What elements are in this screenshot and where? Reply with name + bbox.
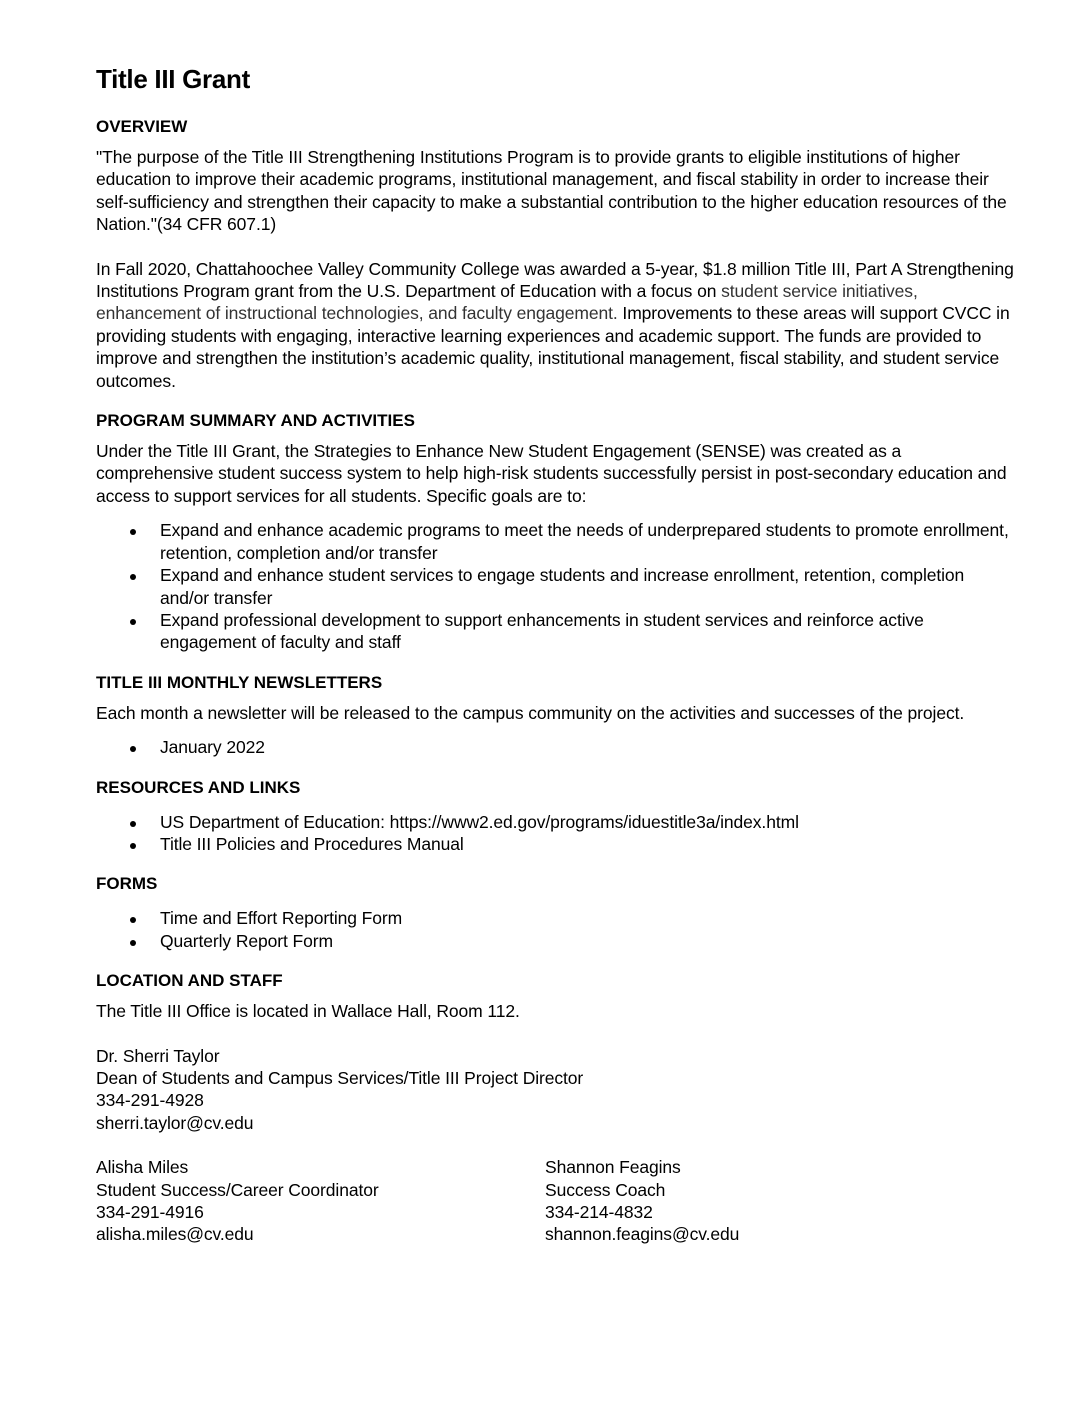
resource-link-policies-manual[interactable]: Title III Policies and Procedures Manual [96,833,1016,855]
staff-contact-alisha-miles [96,1156,545,1246]
office-location: The Title III Office is located in Wallace Hall, Room 112. [96,1001,520,1022]
resource-link-us-department-of-education[interactable]: US Department of Education: https://www2.ed.gov/programs/iduestitle3a/index.html [96,811,1016,833]
overview-heading: OVERVIEW [96,117,188,136]
director-role: Dean of Students and Campus Services/Title III Project Director [96,1067,584,1088]
resources-heading: RESOURCES AND LINKS [96,777,301,797]
document-page [96,60,1016,1246]
staff-name: Alisha Miles [96,1157,189,1178]
staff-email[interactable]: alisha.miles@cv.edu [96,1224,254,1245]
director-email[interactable]: sherri.taylor@cv.edu [96,1112,254,1133]
resources-list [96,811,1016,856]
list-item: Expand and enhance academic programs to meet the needs of underprepared students to promote enrollment, retention, completion and/or transfer [96,519,1016,564]
form-link-time-and-effort[interactable]: Time and Effort Reporting Form [96,907,1016,929]
newsletter-link-january-2022[interactable]: January 2022 [96,736,1016,758]
newsletters-intro: Each month a newsletter will be released to the campus community on the activities and successes of the project. [96,702,965,723]
newsletters-list [96,736,1016,758]
director-phone: 334-291-4928 [96,1090,204,1111]
bullet-icon [130,821,136,827]
bullet-icon [130,746,136,752]
overview-award-paragraph [96,258,1016,392]
bullet-icon [130,940,136,946]
award-focus-text: student service initiatives, enhancement of instructional technologies, and faculty engagement. [96,281,918,324]
program-intro: Under the Title III Grant, the Strategies to Enhance New Student Engagement (SENSE) was created as a comprehensive student success system to help high-risk students successfully persist in post-secondary education and access to support services for all students. Specific goals are to: [96,441,1007,506]
staff-role: Student Success/Career Coordinator [96,1179,379,1200]
staff-phone: 334-214-4832 [545,1202,653,1222]
staff-contacts [96,1156,1016,1246]
list-item: Expand and enhance student services to engage students and increase enrollment, retention, completion and/or transfer [96,564,1016,609]
location-heading: LOCATION AND STAFF [96,971,283,991]
program-summary-heading: PROGRAM SUMMARY AND ACTIVITIES [96,411,415,431]
bullet-icon [130,619,136,625]
staff-phone: 334-291-4916 [96,1202,204,1222]
staff-contact-shannon-feagins [545,1156,994,1246]
bullet-icon [130,574,136,580]
bullet-icon [130,529,136,535]
bullet-icon [130,917,136,923]
director-contact [96,1045,1016,1135]
newsletters-heading: TITLE III MONTHLY NEWSLETTERS [96,672,383,692]
page-title: Title III Grant [96,64,250,94]
forms-list [96,907,1016,952]
staff-email[interactable]: shannon.feagins@cv.edu [545,1224,740,1245]
staff-role: Success Coach [545,1179,666,1200]
program-goals-list [96,519,1016,653]
award-text-part-1: In Fall 2020, Chattahoochee Valley Community College was awarded a 5-year, $1.8 million Title III, Part A Strengthening Institutions Program grant from the U.S. Department of Education with a focus on [96,258,1014,302]
overview-quote: "The purpose of the Title III Strengthening Institutions Program is to provide grants to eligible institutions of higher education to improve their academic programs, institutional management, and fiscal stability in order to increase their self-sufficiency and strengthen their capacity to make a substantial contribution to the higher education resources of the Nation."(34 CFR 607.1) [96,147,1007,235]
director-name: Dr. Sherri Taylor [96,1045,220,1066]
form-link-quarterly-report[interactable]: Quarterly Report Form [96,930,1016,952]
award-text-part-2: Improvements to these areas will support CVCC in providing students with engaging, interactive learning experiences and academic support. The funds are provided to improve and strengthen the institution’s academic quality, institutional management, fiscal stability, and student service outcomes. [96,303,1010,391]
bullet-icon [130,843,136,849]
list-item: Expand professional development to support enhancements in student services and reinforce active engagement of faculty and staff [96,609,1016,654]
forms-heading: FORMS [96,874,158,894]
staff-name: Shannon Feagins [545,1157,681,1178]
